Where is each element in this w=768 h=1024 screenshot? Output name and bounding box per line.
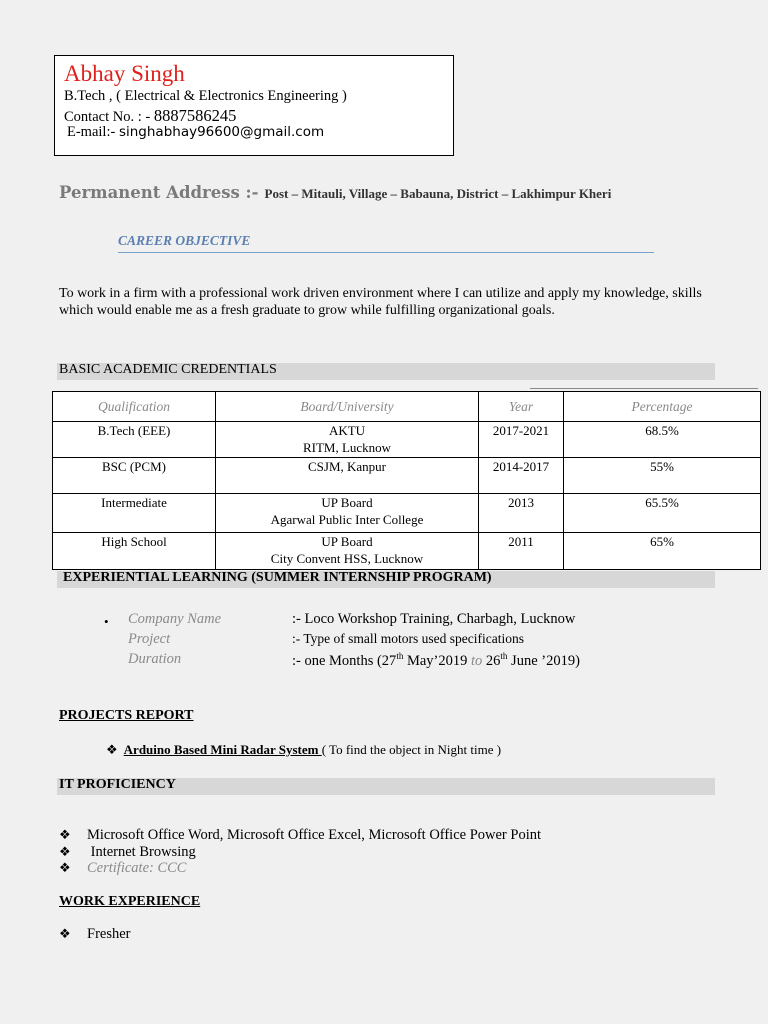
- contact-number: 8887586245: [153, 106, 237, 125]
- contact-line: [64, 106, 236, 126]
- cell-board: [216, 494, 479, 533]
- cell-board: [216, 458, 479, 494]
- table-row: [53, 422, 761, 458]
- board-institute: RITM, Lucknow: [302, 440, 392, 455]
- board-institute: City Convent HSS, Lucknow: [270, 551, 424, 566]
- email-label: E-mail:-: [67, 124, 119, 140]
- project-value: :- Type of small motors used specifications: [292, 631, 525, 646]
- company-label: Company Name: [128, 611, 222, 627]
- cell-year: 2013: [479, 494, 564, 533]
- work-heading: WORK EXPERIENCE: [59, 894, 201, 909]
- permanent-address: [59, 183, 611, 203]
- cell-qualification: B.Tech (EEE): [53, 422, 216, 458]
- project-desc: ( To find the object in Night time ): [321, 742, 502, 757]
- table-row: [53, 458, 761, 494]
- bullet-icon: •: [104, 614, 109, 629]
- col-board: Board/University: [216, 392, 479, 422]
- duration-to: to: [471, 652, 483, 669]
- contact-label: Contact No. : -: [64, 109, 154, 125]
- ordinal: th: [396, 651, 404, 661]
- board-name: AKTU: [328, 423, 366, 438]
- divider: [530, 388, 758, 389]
- candidate-name: Abhay Singh: [64, 61, 185, 86]
- cell-qualification: BSC (PCM): [53, 458, 216, 494]
- diamond-icon: ❖: [59, 926, 71, 941]
- cell-year: 2014-2017: [479, 458, 564, 494]
- it-skill: Internet Browsing: [87, 844, 196, 860]
- diamond-icon: ❖: [59, 827, 71, 842]
- col-percentage: Percentage: [564, 392, 761, 422]
- cell-qualification: High School: [53, 533, 216, 570]
- address-label: Permanent Address :-: [59, 183, 259, 202]
- it-skill: Microsoft Office Word, Microsoft Office Excel, Microsoft Office Power Point: [87, 827, 542, 843]
- cell-percentage: 55%: [564, 458, 761, 494]
- diamond-icon: ❖: [59, 844, 71, 859]
- col-qualification: Qualification: [53, 392, 216, 422]
- board-name: UP Board: [321, 534, 373, 549]
- list-item: [59, 860, 186, 877]
- project-label: Project: [128, 631, 171, 647]
- table-row: [53, 494, 761, 533]
- duration-value: [292, 651, 580, 670]
- duration-start: :- one Months (27: [292, 652, 397, 669]
- work-item: Fresher: [87, 926, 131, 942]
- duration-start-month: May’2019: [403, 652, 471, 669]
- projects-heading: PROJECTS REPORT: [59, 708, 194, 723]
- board-name: CSJM, Kanpur: [307, 459, 386, 474]
- duration-end: 26: [482, 652, 501, 669]
- career-objective-text: To work in a firm with a professional work driven environment where I can utilize and apply my knowledge, skills which would enable me as a fresh graduate to grow while fulfilling organizational goals.: [59, 286, 702, 318]
- degree-line: B.Tech , ( Electrical & Electronics Engineering ): [64, 88, 347, 104]
- project-title: Arduino Based Mini Radar System: [123, 742, 322, 757]
- header-box: [54, 55, 454, 156]
- table-row: [53, 533, 761, 570]
- cell-percentage: 65.5%: [564, 494, 761, 533]
- table-header-row: [53, 392, 761, 422]
- cell-board: [216, 533, 479, 570]
- duration-end-month: June ’2019): [507, 652, 580, 669]
- diamond-icon: ❖: [106, 742, 118, 757]
- cell-percentage: 68.5%: [564, 422, 761, 458]
- duration-label: Duration: [128, 651, 182, 667]
- company-value: :- Loco Workshop Training, Charbagh, Lucknow: [292, 611, 576, 627]
- list-item: [59, 844, 196, 861]
- ordinal: th: [500, 651, 508, 661]
- cell-board: [216, 422, 479, 458]
- it-heading: IT PROFICIENCY: [59, 777, 176, 792]
- address-value: Post – Mitauli, Village – Babauna, District – Lakhimpur Kheri: [264, 186, 612, 201]
- it-certificate: Certificate: CCC: [87, 860, 187, 876]
- col-year: Year: [479, 392, 564, 422]
- list-item: [59, 827, 541, 844]
- board-institute: Agarwal Public Inter College: [270, 512, 424, 527]
- cell-year: 2017-2021: [479, 422, 564, 458]
- academic-table: [52, 391, 761, 570]
- cell-percentage: 65%: [564, 533, 761, 570]
- list-item: [59, 926, 131, 943]
- project-item: [106, 742, 501, 758]
- email-line: [67, 124, 324, 141]
- academic-heading: BASIC ACADEMIC CREDENTIALS: [59, 362, 277, 377]
- career-objective-heading: CAREER OBJECTIVE: [118, 233, 654, 253]
- board-name: UP Board: [321, 495, 373, 510]
- email-address[interactable]: singhabhay96600@gmail.com: [118, 124, 325, 140]
- cell-qualification: Intermediate: [53, 494, 216, 533]
- cell-year: 2011: [479, 533, 564, 570]
- diamond-icon: ❖: [59, 860, 71, 875]
- experiential-heading: EXPERIENTIAL LEARNING (SUMMER INTERNSHIP PROGRAM): [63, 570, 492, 585]
